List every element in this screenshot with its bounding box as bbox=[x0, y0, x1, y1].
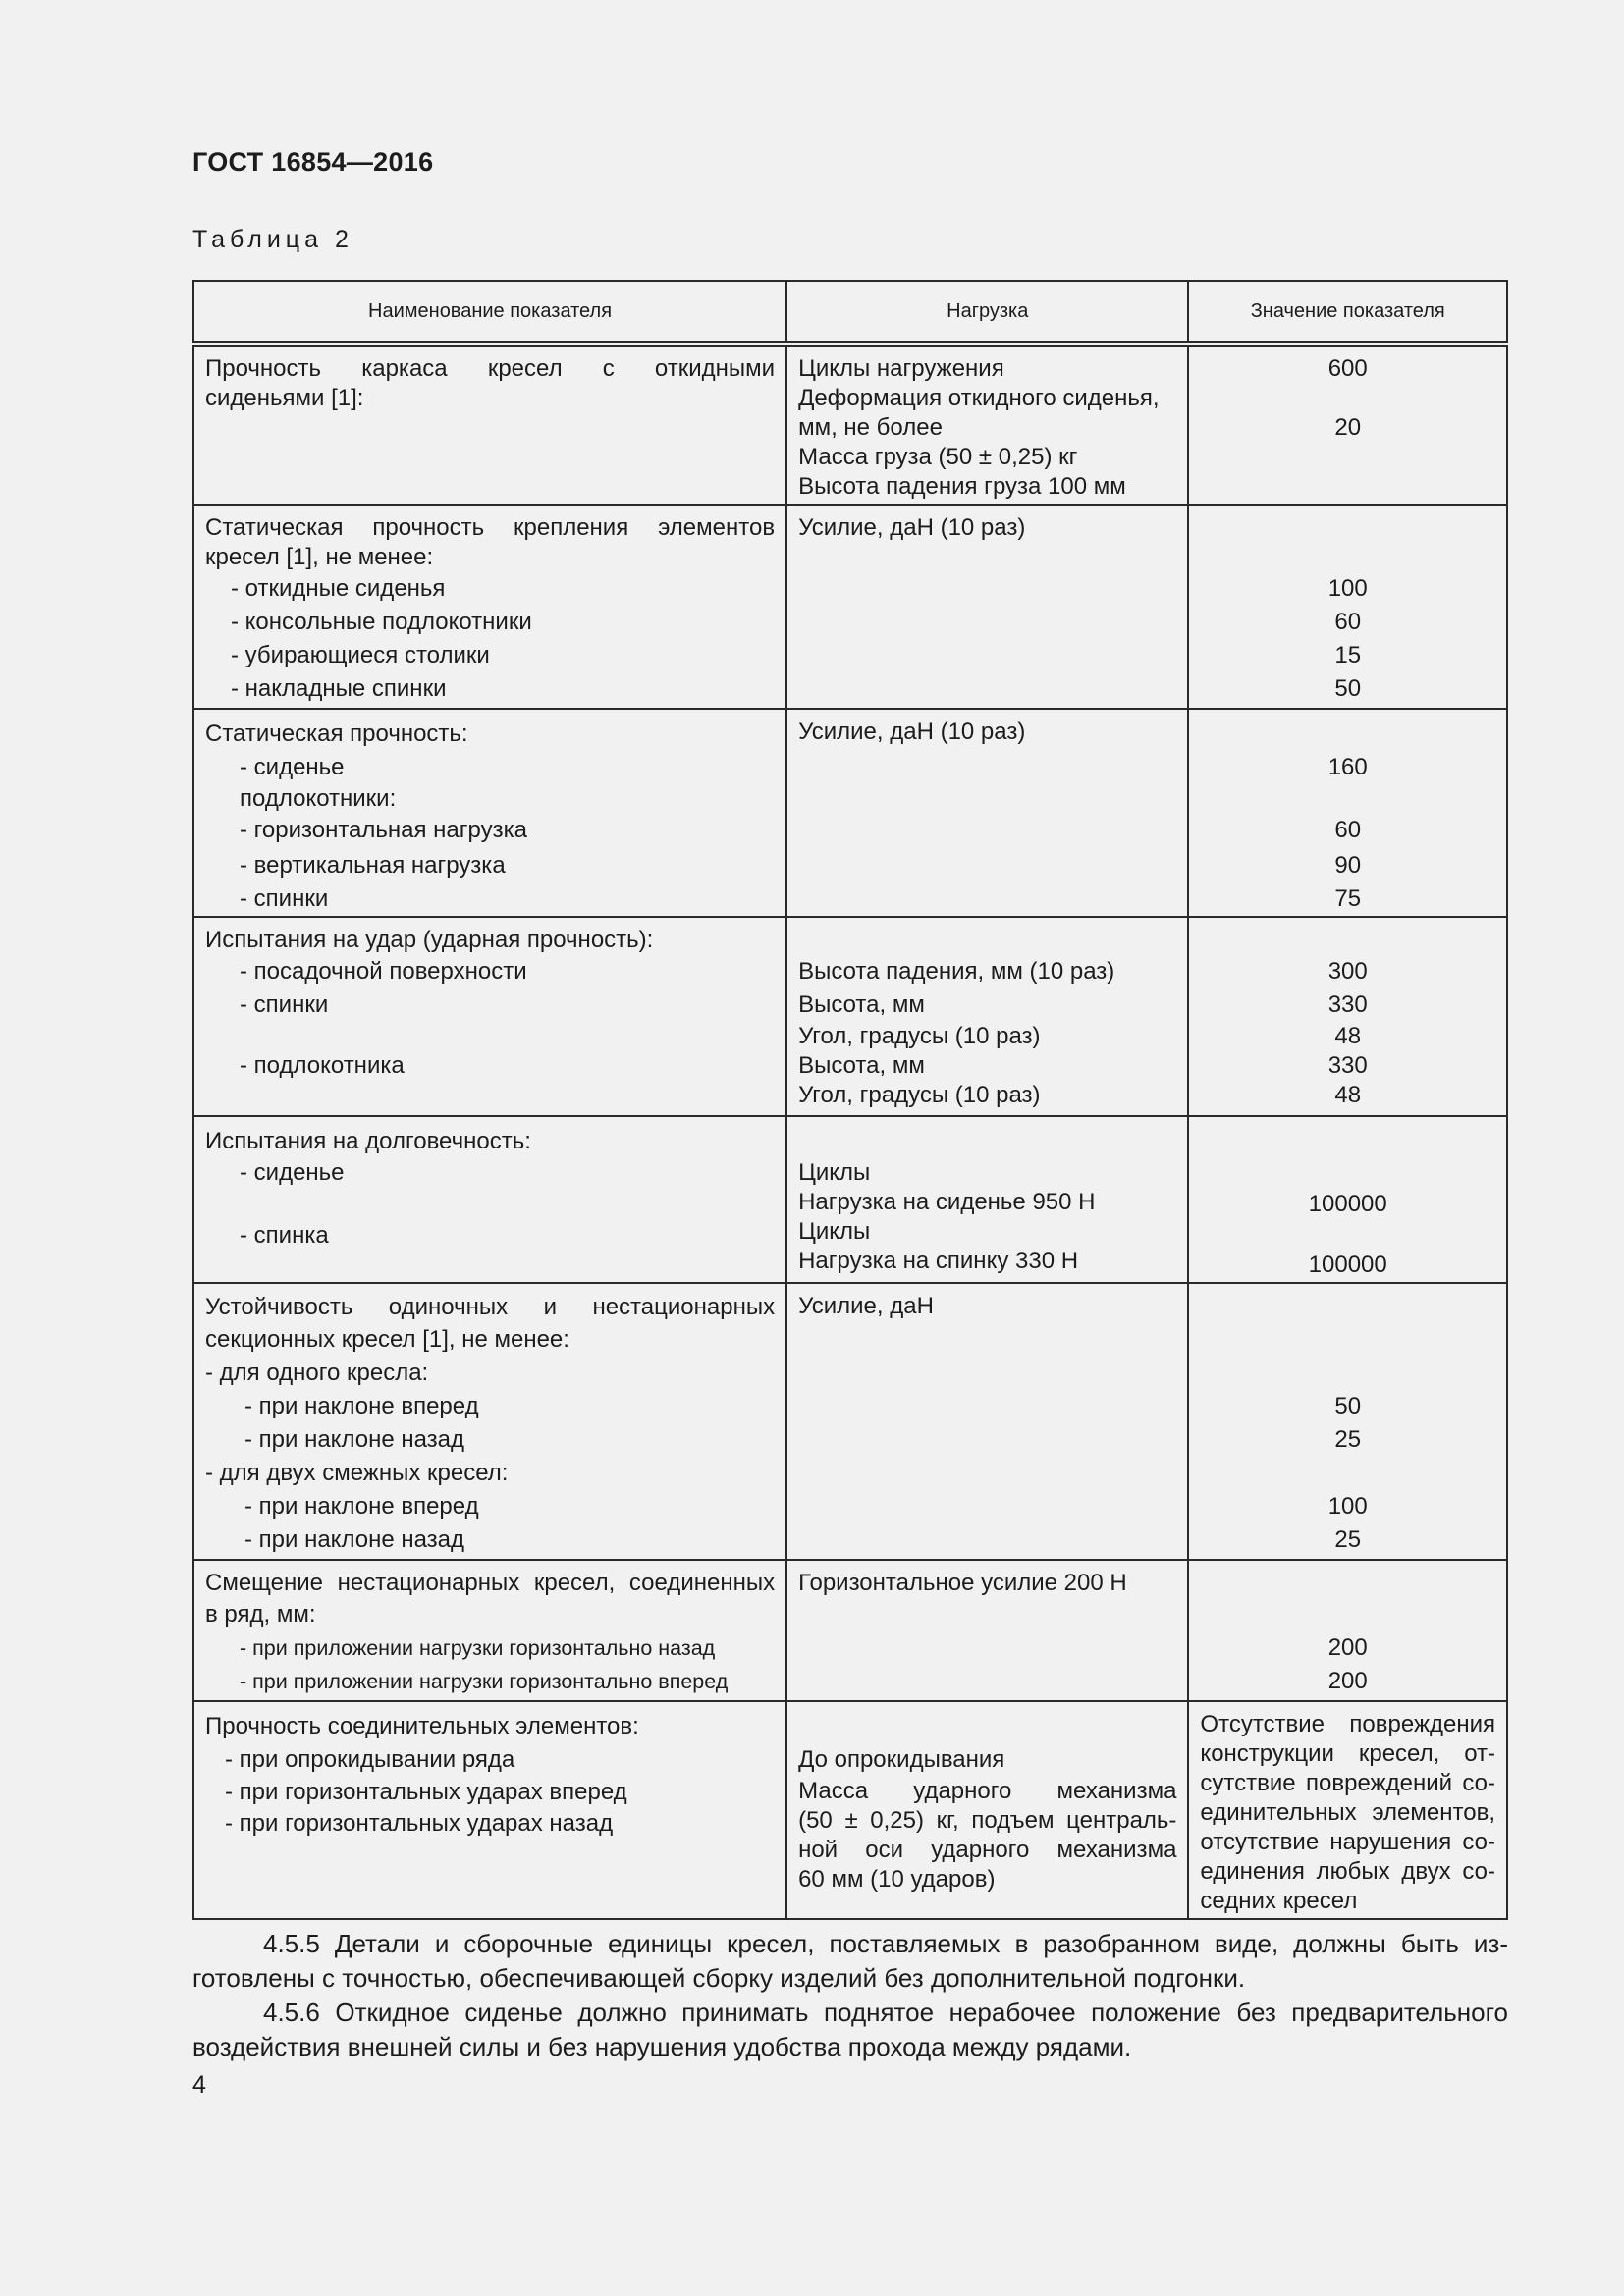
name-line: сиденьями [1]: bbox=[205, 385, 364, 411]
cell-load bbox=[786, 1116, 1188, 1283]
header-value: Значение показателя bbox=[1188, 281, 1507, 344]
cell-load bbox=[786, 505, 1188, 709]
name-line: - накладные спинки bbox=[231, 675, 447, 702]
cell-value bbox=[1188, 1116, 1507, 1283]
value-line: 48 bbox=[1334, 1082, 1362, 1108]
value-line: 50 bbox=[1334, 675, 1362, 702]
value-line: 60 bbox=[1334, 609, 1362, 635]
load-line: Высота, мм bbox=[798, 991, 925, 1018]
value-line: 15 bbox=[1334, 642, 1362, 668]
value-line: 25 bbox=[1334, 1526, 1362, 1553]
name-line: в ряд, мм: bbox=[205, 1601, 316, 1628]
load-line: До опрокидывания bbox=[798, 1746, 1005, 1773]
value-line: 330 bbox=[1327, 1052, 1368, 1079]
table-row bbox=[193, 1560, 1507, 1701]
cell-name bbox=[193, 505, 786, 709]
load-line: Нагрузка на сиденье 950 Н bbox=[798, 1189, 1096, 1215]
load-line: Высота падения, мм (10 раз) bbox=[798, 958, 1115, 985]
value-line: конструкции кресел, от- bbox=[1200, 1740, 1495, 1767]
load-line: ной оси ударного механизма bbox=[798, 1837, 1177, 1863]
table-row bbox=[193, 1701, 1507, 1919]
cell-value bbox=[1188, 1283, 1507, 1560]
cell-name bbox=[193, 1116, 786, 1283]
name-line: Статическая прочность: bbox=[205, 721, 468, 747]
cell-value bbox=[1188, 1560, 1507, 1701]
value-line: единения любых двух со- bbox=[1200, 1858, 1495, 1885]
name-line: кресел [1], не менее: bbox=[205, 544, 434, 570]
value-line: сутствие повреждений со- bbox=[1200, 1770, 1495, 1796]
load-line: Высота, мм bbox=[798, 1052, 925, 1079]
value-line: 330 bbox=[1327, 991, 1368, 1018]
cell-load bbox=[786, 1560, 1188, 1701]
load-line: Масса ударного механизма bbox=[798, 1778, 1177, 1804]
value-line: седних кресел bbox=[1200, 1888, 1358, 1914]
load-line: Высота падения груза 100 мм bbox=[798, 473, 1126, 500]
load-line: (50 ± 0,25) кг, подъем централь- bbox=[798, 1807, 1177, 1834]
name-line: - при горизонтальных ударах назад bbox=[225, 1810, 614, 1837]
name-line: Устойчивость одиночных и нестационарных bbox=[205, 1294, 776, 1320]
value-line: 200 bbox=[1327, 1668, 1368, 1694]
cell-name bbox=[193, 709, 786, 917]
table-row bbox=[193, 505, 1507, 709]
table-row bbox=[193, 1283, 1507, 1560]
name-line: - сиденье bbox=[240, 754, 345, 780]
cell-value bbox=[1188, 917, 1507, 1116]
value-line: отсутствие нарушения со- bbox=[1200, 1829, 1495, 1855]
name-line: секционных кресел [1], не менее: bbox=[205, 1326, 569, 1353]
name-line: - при наклоне вперед bbox=[244, 1493, 479, 1520]
paragraph-4-5-5: 4.5.5 Детали и сборочные единицы кресел, поставляемых в разобранном виде, должны быть из-готовлены с точностью, обеспечивающей сборку изделий без дополнительной подгонки. bbox=[192, 1929, 1508, 1993]
name-line: - при горизонтальных ударах вперед bbox=[225, 1779, 627, 1805]
paragraph-4-5-6: 4.5.6 Откидное сиденье должно принимать поднятое нерабочее положение без предварительного воздействия внешней силы и без нарушения удобства прохода между рядами. bbox=[192, 1998, 1508, 2061]
cell-name bbox=[193, 917, 786, 1116]
load-line: Угол, градусы (10 раз) bbox=[798, 1082, 1041, 1108]
load-line: Усилие, даН (10 раз) bbox=[798, 719, 1026, 745]
table-row bbox=[193, 1116, 1507, 1283]
table-row bbox=[193, 709, 1507, 917]
cell-load bbox=[786, 709, 1188, 917]
name-line: - при наклоне назад bbox=[244, 1526, 465, 1553]
name-line: Прочность каркаса кресел с откидными bbox=[205, 355, 776, 382]
value-line: 100000 bbox=[1308, 1252, 1387, 1278]
name-line: - при наклоне назад bbox=[244, 1426, 465, 1453]
table-row bbox=[193, 344, 1507, 505]
load-line: 60 мм (10 ударов) bbox=[798, 1866, 996, 1893]
name-line: - при наклоне вперед bbox=[244, 1393, 479, 1419]
name-line: - горизонтальная нагрузка bbox=[240, 817, 527, 843]
name-line: - для двух смежных кресел: bbox=[205, 1460, 509, 1486]
name-line: - убирающиеся столики bbox=[231, 642, 490, 668]
value-line: 100 bbox=[1327, 1493, 1368, 1520]
name-line: Прочность соединительных элементов: bbox=[205, 1713, 639, 1739]
cell-name bbox=[193, 344, 786, 505]
load-line: Усилие, даН (10 раз) bbox=[798, 514, 1026, 541]
value-line: 100 bbox=[1327, 575, 1368, 602]
header-indicator-name: Наименование показателя bbox=[193, 281, 786, 344]
cell-value bbox=[1188, 1701, 1507, 1919]
cell-load bbox=[786, 1283, 1188, 1560]
page-number: 4 bbox=[192, 2071, 206, 2099]
value-line: 90 bbox=[1334, 852, 1362, 879]
load-line: Горизонтальное усилие 200 Н bbox=[798, 1570, 1127, 1596]
name-line: - для одного кресла: bbox=[205, 1360, 429, 1386]
load-line: Циклы нагружения bbox=[798, 355, 1004, 382]
name-line: - консольные подлокотники bbox=[231, 609, 532, 635]
header-load: Нагрузка bbox=[786, 281, 1188, 344]
value-line: 50 bbox=[1334, 1393, 1362, 1419]
document-title: ГОСТ 16854—2016 bbox=[192, 147, 434, 177]
name-line: Статическая прочность крепления элементов bbox=[205, 514, 776, 541]
value-line: 20 bbox=[1334, 414, 1362, 441]
cell-load bbox=[786, 917, 1188, 1116]
name-line: - при приложении нагрузки горизонтально вперед bbox=[240, 1670, 729, 1693]
name-line: - при приложении нагрузки горизонтально назад bbox=[240, 1636, 716, 1660]
value-line: 160 bbox=[1327, 754, 1368, 780]
specification-table bbox=[192, 280, 1508, 1920]
load-line: Угол, градусы (10 раз) bbox=[798, 1023, 1041, 1049]
load-line: мм, не более bbox=[798, 414, 943, 441]
name-line: Смещение нестационарных кресел, соединенных bbox=[205, 1570, 776, 1596]
table-header-row bbox=[193, 281, 1507, 344]
value-line: 100000 bbox=[1308, 1191, 1387, 1217]
value-line: 300 bbox=[1327, 958, 1368, 985]
load-line: Усилие, даН bbox=[798, 1293, 934, 1319]
value-line: 600 bbox=[1327, 355, 1368, 382]
name-line: - спинки bbox=[240, 885, 329, 912]
load-line: Масса груза (50 ± 0,25) кг bbox=[798, 444, 1078, 470]
value-line: 60 bbox=[1334, 817, 1362, 843]
load-line: Циклы bbox=[798, 1159, 871, 1186]
value-line: Отсутствие повреждения bbox=[1200, 1711, 1495, 1737]
name-line: - при опрокидывании ряда bbox=[225, 1746, 515, 1773]
load-line: Деформация откидного сиденья, bbox=[798, 385, 1160, 411]
cell-load bbox=[786, 1701, 1188, 1919]
name-line: - подлокотника bbox=[240, 1052, 405, 1079]
name-line: - сиденье bbox=[240, 1159, 345, 1186]
table-row bbox=[193, 917, 1507, 1116]
cell-value bbox=[1188, 505, 1507, 709]
name-line: Испытания на долговечность: bbox=[205, 1128, 531, 1154]
table-caption: Таблица 2 bbox=[192, 226, 353, 253]
load-line: Нагрузка на спинку 330 Н bbox=[798, 1248, 1079, 1274]
value-line: 200 bbox=[1327, 1634, 1368, 1661]
cell-name bbox=[193, 1283, 786, 1560]
name-line: - посадочной поверхности bbox=[240, 958, 527, 985]
value-line: 25 bbox=[1334, 1426, 1362, 1453]
name-line: - спинка bbox=[240, 1222, 329, 1249]
name-line: - спинки bbox=[240, 991, 329, 1018]
load-line: Циклы bbox=[798, 1218, 871, 1245]
name-line: - откидные сиденья bbox=[231, 575, 446, 602]
cell-value bbox=[1188, 344, 1507, 505]
cell-value bbox=[1188, 709, 1507, 917]
body-text bbox=[192, 1927, 1508, 2064]
name-line: - вертикальная нагрузка bbox=[240, 852, 506, 879]
cell-name bbox=[193, 1701, 786, 1919]
cell-name bbox=[193, 1560, 786, 1701]
value-line: единительных элементов, bbox=[1200, 1799, 1495, 1826]
name-line: Испытания на удар (ударная прочность): bbox=[205, 927, 654, 953]
cell-load bbox=[786, 344, 1188, 505]
value-line: 75 bbox=[1334, 885, 1362, 912]
name-line: подлокотники: bbox=[240, 785, 397, 812]
value-line: 48 bbox=[1334, 1023, 1362, 1049]
